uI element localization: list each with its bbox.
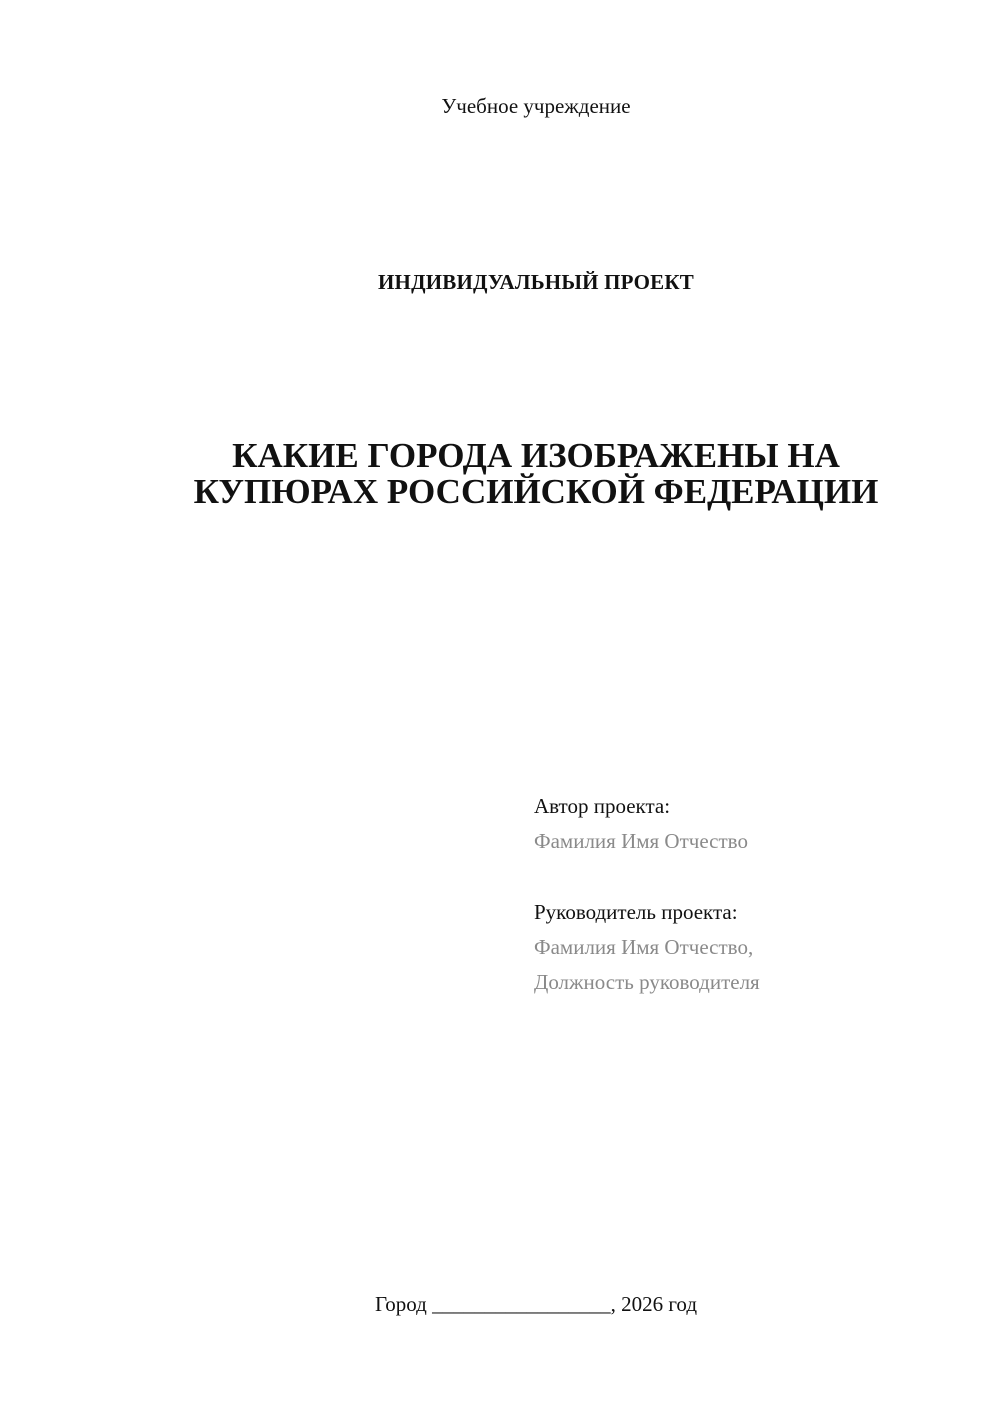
project-title-line-1: КАКИЕ ГОРОДА ИЗОБРАЖЕНЫ НА [232,436,840,475]
author-name: Фамилия Имя Отчество [534,829,748,853]
project-title [0,438,1000,510]
project-info-block [534,789,974,1000]
city-year-footer: Город _________________, 2026 год [374,1292,698,1316]
project-title-line-2: КУПЮРАХ РОССИЙСКОЙ ФЕДЕРАЦИИ [193,472,879,511]
project-type-heading: ИНДИВИДУАЛЬНЫЙ ПРОЕКТ [378,270,694,294]
supervisor-label: Руководитель проекта: [534,900,738,924]
supervisor-position: Должность руководителя [534,970,760,994]
institution-name: Учебное учреждение [441,94,631,118]
info-spacer [534,859,974,895]
supervisor-name: Фамилия Имя Отчество, [534,935,754,959]
author-label: Автор проекта: [534,794,671,818]
